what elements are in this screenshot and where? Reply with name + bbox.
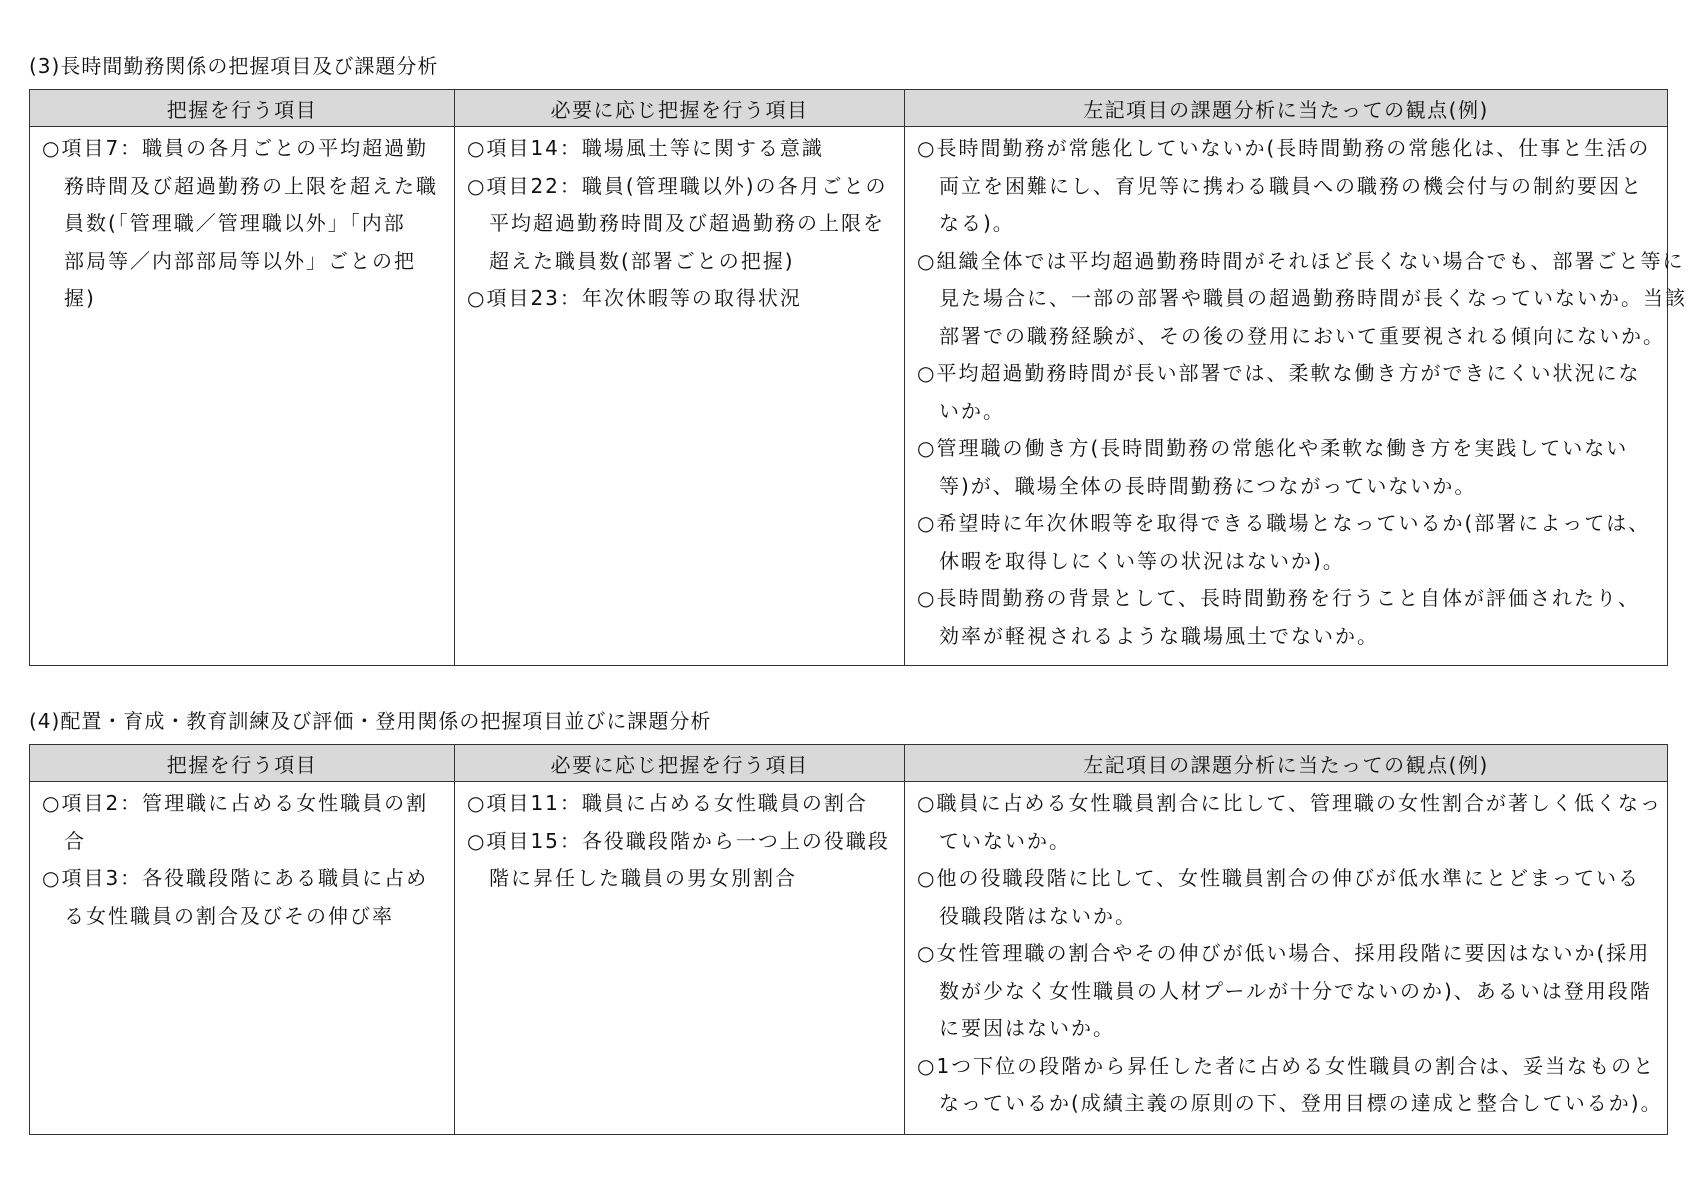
list-item-line: ○管理職の働き方(長時間勤務の常態化や柔軟な働き方を実践していない — [917, 436, 1629, 460]
list-item-line: ○項目15：各役職段階から一つ上の役職段 — [467, 828, 890, 853]
list-item — [917, 1048, 1663, 1123]
list-item-line: ○他の役職段階に比して、女性職員割合の伸びが低水準にとどまっている — [917, 866, 1641, 890]
header-optional-items: 必要に応じ把握を行う項目 — [455, 90, 905, 127]
list-item-line: 員数(「管理職／管理職以外」「内部 — [64, 211, 406, 235]
list-item-line: 両立を困難にし、育児等に携わる職員への職務の機会付与の制約要因と — [939, 173, 1643, 198]
list-item-line: 平均超過勤務時間及び超過勤務の上限を — [489, 211, 885, 235]
list-item — [917, 785, 1663, 860]
section-4-title: (4)配置・育成・教育訓練及び評価・登用関係の把握項目並びに課題分析 — [29, 709, 712, 733]
list-item-line: ○項目14：職場風土等に関する意識 — [467, 136, 824, 160]
list-item-line: 数が少なく女性職員の人材プールが十分でないのか)、あるいは登用段階 — [939, 978, 1652, 1003]
list-item-line: ○長時間勤務が常態化していないか(長時間勤務の常態化は、仕事と生活の — [917, 136, 1651, 160]
list-item — [917, 243, 1687, 356]
table-row — [30, 127, 1668, 666]
list-item-line: 役職段階はないか。 — [939, 903, 1137, 928]
list-item-line: 等)が、職場全体の長時間勤務につながっていないか。 — [939, 473, 1477, 498]
list-item-line: ○平均超過勤務時間が長い部署では、柔軟な働き方ができにくい状況にな — [917, 361, 1641, 385]
analysis-viewpoints-cell — [905, 782, 1668, 1135]
list-item — [42, 130, 446, 318]
list-item — [917, 860, 1659, 935]
long-hours-analysis-table — [29, 89, 1687, 666]
table-row — [30, 782, 1668, 1135]
list-item-line: 見た場合に、一部の部署や職員の超過勤務時間が長くなっていないか。当該 — [939, 286, 1687, 310]
list-item-line: 効率が軽視されるような職場風土でないか。 — [939, 623, 1379, 648]
list-item-line: ○女性管理職の割合やその伸びが低い場合、採用段階に要因はないか(採用 — [917, 941, 1651, 965]
required-items-cell — [30, 782, 455, 1135]
list-item-line: なる)。 — [939, 211, 1015, 235]
header-required-items: 把握を行う項目 — [30, 745, 455, 782]
list-item — [917, 505, 1659, 580]
list-item-line: ○項目3：各役職段階にある職員に占め — [42, 866, 429, 890]
table-header-row — [30, 90, 1668, 127]
list-item — [917, 935, 1659, 1048]
list-item-line: 合 — [64, 828, 86, 853]
list-item-line: ○希望時に年次休暇等を取得できる職場となっているか(部署によっては、 — [917, 511, 1651, 535]
list-item-line: ○長時間勤務の背景として、長時間勤務を行うこと自体が評価されたり、 — [917, 586, 1641, 610]
list-item — [467, 785, 896, 823]
header-analysis-viewpoints: 左記項目の課題分析に当たっての観点(例) — [905, 745, 1668, 782]
list-item-line: いか。 — [939, 398, 1005, 423]
list-item — [467, 823, 896, 898]
list-item-line: 部局等／内部部局等以外」ごとの把 — [64, 248, 416, 273]
list-item-line: ていないか。 — [939, 828, 1071, 853]
list-item-line: 部署での職務経験が、その後の登用において重要視される傾向にないか。 — [939, 323, 1665, 348]
list-item-line: ○項目23：年次休暇等の取得状況 — [467, 286, 802, 310]
header-optional-items: 必要に応じ把握を行う項目 — [455, 745, 905, 782]
list-item-line: ○職員に占める女性職員割合に比して、管理職の女性割合が著しく低くなっ — [917, 791, 1663, 815]
list-item-line: ○組織全体では平均超過勤務時間がそれほど長くない場合でも、部署ごと等に — [917, 248, 1685, 273]
placement-promotion-analysis-table — [29, 744, 1668, 1135]
list-item-line: ○1つ下位の段階から昇任した者に占める女性職員の割合は、妥当なものと — [917, 1053, 1656, 1078]
section-3-title: (3)長時間勤務関係の把握項目及び課題分析 — [29, 54, 439, 78]
list-item — [42, 860, 446, 935]
list-item-line: 階に昇任した職員の男女別割合 — [489, 866, 797, 890]
list-item-line: ○項目7：職員の各月ごとの平均超過勤 — [42, 136, 429, 160]
header-required-items: 把握を行う項目 — [30, 90, 455, 127]
list-item-line: る女性職員の割合及びその伸び率 — [64, 903, 394, 928]
list-item-line: 務時間及び超過勤務の上限を超えた職 — [64, 173, 438, 198]
analysis-viewpoints-cell — [905, 127, 1687, 666]
table-header-row — [30, 745, 1668, 782]
optional-items-cell — [455, 127, 905, 666]
list-item — [467, 168, 896, 281]
list-item-line: 超えた職員数(部署ごとの把握) — [489, 248, 795, 273]
list-item — [467, 280, 896, 318]
list-item — [917, 130, 1659, 243]
optional-items-cell — [455, 782, 905, 1135]
list-item-line: ○項目22：職員(管理職以外)の各月ごとの — [467, 173, 888, 198]
list-item — [917, 430, 1659, 505]
list-item-line: なっているか(成績主義の原則の下、登用目標の達成と整合しているか)。 — [939, 1091, 1663, 1115]
header-analysis-viewpoints: 左記項目の課題分析に当たっての観点(例) — [905, 90, 1668, 127]
list-item-line: ○項目2：管理職に占める女性職員の割 — [42, 791, 429, 815]
list-item — [917, 580, 1659, 655]
list-item — [467, 130, 896, 168]
list-item-line: 休暇を取得しにくい等の状況はないか)。 — [939, 548, 1345, 573]
list-item-line: ○項目11：職員に占める女性職員の割合 — [467, 791, 868, 815]
list-item-line: 握) — [64, 286, 96, 310]
required-items-cell — [30, 127, 455, 666]
list-item-line: に要因はないか。 — [939, 1016, 1115, 1040]
list-item — [42, 785, 446, 860]
list-item — [917, 355, 1659, 430]
